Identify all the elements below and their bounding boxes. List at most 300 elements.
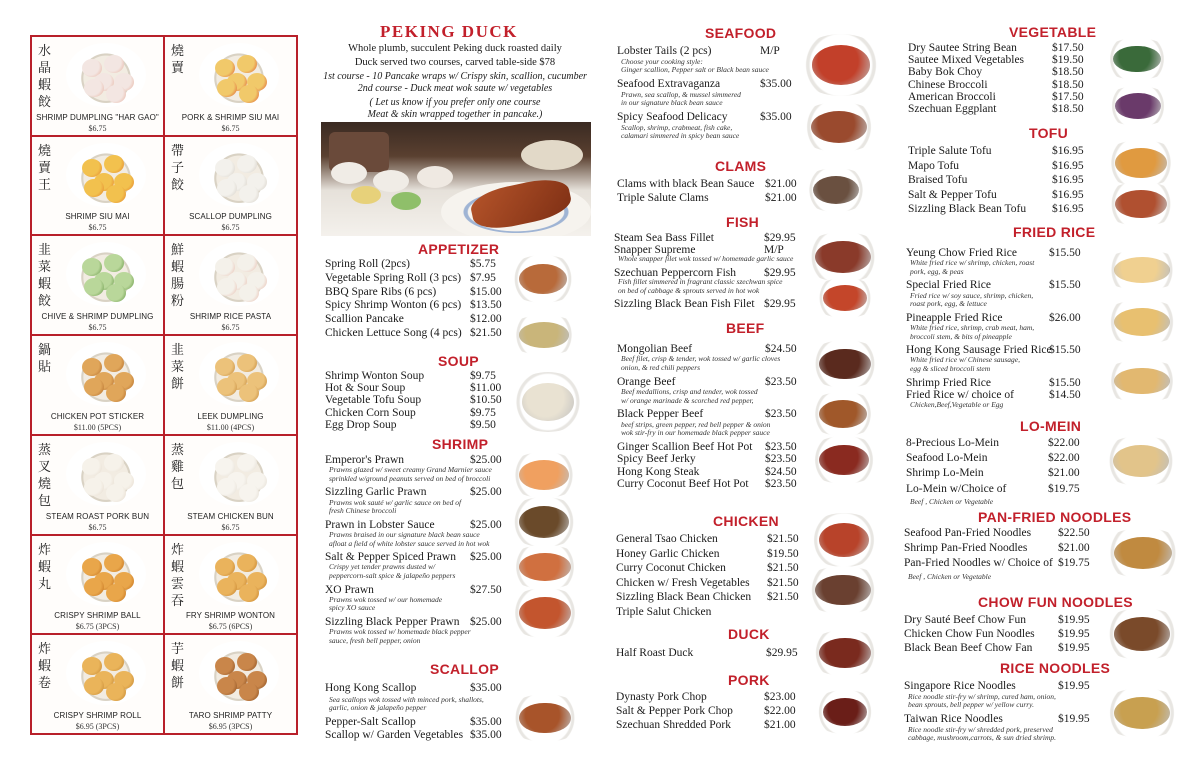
menu-item-price: $17.50 [1052, 42, 1084, 54]
menu-item-name: Chicken Corn Soup [325, 406, 416, 419]
menu-item-name: Sizzling Garlic Prawn [325, 486, 427, 499]
menu-item-price: $23.50 [765, 375, 797, 388]
menu-item-price: $29.95 [764, 266, 796, 279]
menu-item-description: wok stir-fry in our homemade black pepper sauce [621, 428, 770, 438]
menu-item-price: $16.95 [1052, 174, 1084, 187]
menu-item-name: Shrimp Pan-Fried Noodles [904, 542, 1028, 555]
menu-item-price: $35.00 [760, 111, 792, 123]
menu-item-price: $19.95 [1058, 628, 1090, 641]
dim-sum-price: $6.75 [88, 323, 107, 333]
menu-item-name: Triple Salute Tofu [908, 145, 992, 157]
menu-item-price: $16.95 [1052, 188, 1084, 201]
menu-item-description: Scallop, shrimp, crabmeat, fish cake, [621, 122, 733, 132]
dim-sum-photo [199, 43, 279, 107]
dim-sum-price: $6.75 [221, 522, 240, 532]
menu-item-description: bean sprouts, bell pepper w/ yellow curry. [908, 700, 1034, 710]
menu-item-price: $9.75 [470, 406, 496, 419]
menu-item-name: Szechuan Shredded Pork [616, 719, 731, 732]
menu-item-name: Lo-Mein w/Choice of [906, 482, 1007, 495]
menu-item-description: White fried rice, shrimp, crab meat, ham, [910, 323, 1035, 332]
menu-item-description: Beef medallions, crisp and tender, wok tossed [621, 387, 758, 396]
dish-photo [1100, 140, 1182, 186]
dish-photo [1098, 528, 1188, 578]
menu-item-name: Pan-Fried Noodles w/ Choice of [904, 557, 1053, 570]
dim-sum-name: TARO SHRIMP PATTY [188, 711, 273, 720]
dim-sum-price: $6.95 (3PCS) [208, 722, 253, 731]
menu-item-name: Sizzling Black Bean Tofu [908, 203, 1027, 216]
dim-sum-photo [66, 542, 146, 606]
dim-sum-chinese-name: 鮮蝦腸粉 [171, 243, 185, 310]
dim-sum-price: $6.75 [88, 223, 107, 233]
dim-sum-item [165, 536, 296, 634]
menu-item-description: Beef , Chicken or Vegetable [910, 496, 994, 506]
menu-item-name: Taiwan Rice Noodles [904, 713, 1003, 725]
dim-sum-item [165, 37, 296, 135]
menu-item-name: Fried Rice w/ choice of [906, 388, 1014, 401]
menu-item-price: $29.95 [766, 647, 798, 659]
menu-item-price: $25.00 [470, 518, 502, 531]
dim-sum-chinese-name: 帶子餃 [171, 143, 185, 193]
menu-item-name: Egg Drop Soup [325, 418, 397, 431]
menu-item-price: $19.95 [1058, 642, 1090, 655]
dish-photo [505, 452, 583, 498]
dim-sum-photo [66, 43, 146, 107]
dim-sum-item [165, 137, 296, 235]
section-title-chicken: CHICKEN [713, 513, 779, 529]
dim-sum-photo [199, 242, 279, 306]
menu-item-price: $15.50 [1049, 279, 1081, 292]
menu-item-price: $16.95 [1052, 203, 1084, 216]
menu-item-price: $22.50 [1058, 527, 1090, 539]
menu-item-description: afloat a field of white lobster sauce served in hot wok [329, 538, 490, 548]
menu-item-description: Rice noodle stir-fry w/ shredded pork, preserved [908, 724, 1053, 734]
dim-sum-price: $11.00 (5PCS) [73, 422, 122, 432]
menu-item-price: $18.50 [1052, 103, 1084, 115]
section-title-rice-noodles: RICE NOODLES [1000, 660, 1111, 676]
dim-sum-photo [66, 442, 146, 506]
dim-sum-photo [66, 641, 146, 705]
menu-item-price: $17.50 [1052, 90, 1084, 103]
menu-item-name: Hot & Sour Soup [325, 382, 406, 395]
menu-item-name: XO Prawn [325, 583, 374, 596]
dim-sum-price: $6.75 [88, 123, 107, 133]
dim-sum-photo [199, 641, 279, 705]
menu-item-name: Hong Kong Sausage Fried Rice [906, 344, 1052, 357]
section-title-seafood: SEAFOOD [705, 25, 777, 41]
dish-photo [505, 315, 583, 355]
menu-item-price: $25.00 [470, 486, 502, 499]
dish-photo [810, 690, 880, 734]
menu-item-name: Curry Coconut Beef Hot Pot [617, 478, 749, 490]
menu-item-name: Sizzling Black Pepper Prawn [325, 616, 460, 628]
menu-item-price: M/P [764, 243, 784, 256]
peking-line: 2nd course - Duck meat wok saute w/ vegetables [357, 83, 553, 94]
menu-item-description: Fried rice w/ soy sauce, shrimp, chicken, [910, 290, 1034, 300]
dim-sum-name: CRISPY SHRIMP BALL [54, 611, 141, 621]
menu-item-name: Dynasty Pork Chop [616, 691, 707, 703]
section-title-clams: CLAMS [715, 158, 767, 174]
menu-item-description: cabbage, mushroom,carrots, & sun dried shrimp. [908, 733, 1056, 743]
dim-sum-chinese-name: 韭菜蝦餃 [38, 243, 52, 310]
menu-item-name: Mapo Tofu [908, 159, 960, 172]
dim-sum-item [32, 635, 163, 733]
menu-item-price: $29.95 [764, 232, 796, 244]
dish-photo [1098, 436, 1184, 486]
menu-item-name: Salt & Pepper Spiced Prawn [325, 551, 456, 564]
dish-photo [1100, 182, 1182, 226]
menu-item-description: Beef filet, crisp & tender, wok tossed w/ garlic cloves [621, 354, 781, 364]
dim-sum-item [165, 436, 296, 534]
peking-line: ( Let us know if you prefer only one course [369, 97, 541, 108]
dish-photo [1098, 250, 1186, 290]
section-title-pan-fried: PAN-FRIED NOODLES [978, 509, 1132, 525]
menu-item-description: Prawns wok tossed w/ our homemade [329, 594, 443, 604]
menu-item-name: Dry Sauté Beef Chow Fun [904, 614, 1027, 626]
peking-duck-photo [321, 122, 591, 236]
menu-item-description: peppercorn-salt spice & jalapeño peppers [329, 571, 456, 580]
dish-photo [1100, 38, 1174, 80]
menu-item-name: Hong Kong Steak [617, 465, 700, 478]
menu-item-name: Yeung Chow Fried Rice [906, 247, 1017, 259]
dim-sum-chinese-name: 韭菜餅 [171, 343, 185, 393]
menu-item-price: $22.00 [1048, 452, 1080, 465]
menu-item-description: fresh Chinese broccoli [329, 506, 397, 516]
menu-item-price: $7.95 [470, 271, 496, 284]
dim-sum-chinese-name: 水晶蝦餃 [38, 44, 52, 110]
menu-item-price: $23.50 [765, 453, 797, 466]
menu-item-price: $15.00 [470, 285, 502, 298]
section-title-chow-fun: CHOW FUN NOODLES [978, 594, 1133, 610]
menu-item-description: on bed of cabbage & sprouts served in hot wok [618, 285, 760, 295]
menu-item-price: $21.50 [767, 591, 799, 604]
menu-item-price: $22.00 [1048, 437, 1080, 449]
menu-item-price: $15.50 [1049, 247, 1081, 259]
dish-photo [1098, 688, 1186, 738]
dim-sum-name: SHRIMP DUMPLING "HAR GAO" [36, 112, 159, 122]
dish-photo [805, 513, 883, 567]
menu-item-price: $10.50 [470, 394, 502, 407]
section-title-scallop: SCALLOP [430, 661, 499, 677]
dim-sum-name: PORK & SHRIMP SIU MAI [181, 112, 280, 122]
dim-sum-chinese-name: 蒸雞包 [171, 442, 185, 492]
menu-item-price: $29.95 [764, 298, 796, 311]
dim-sum-photo [199, 342, 279, 406]
menu-item-name: Seafood Lo-Mein [906, 452, 988, 465]
menu-item-price: $25.00 [470, 454, 502, 466]
dim-sum-chinese-name: 燒賣王 [38, 143, 52, 193]
menu-item-description: sprinkled w/ground peanuts served on bed of broccoli [329, 473, 491, 483]
menu-item-name: Mongolian Beef [617, 343, 693, 355]
dim-sum-item [32, 536, 163, 634]
menu-item-price: $25.00 [470, 551, 502, 564]
menu-item-price: $16.95 [1052, 145, 1084, 157]
menu-item-name: Sizzling Black Bean Fish Filet [614, 298, 755, 311]
menu-item-price: $21.50 [767, 533, 799, 545]
menu-item-name: Snapper Supreme [614, 243, 696, 256]
menu-item-description: sauce, fresh bell pepper, onion [329, 635, 421, 645]
menu-item-name: Half Roast Duck [616, 647, 694, 659]
dim-sum-chinese-name: 炸蝦卷 [38, 642, 52, 692]
menu-item-price: $35.00 [470, 729, 502, 742]
dim-sum-price: $6.75 [221, 323, 240, 333]
menu-item-price: $21.00 [1048, 467, 1080, 480]
menu-item-price: $19.95 [1058, 680, 1090, 692]
menu-item-name: Dry Sautee String Bean [908, 42, 1017, 54]
menu-item-name: Chinese Broccoli [908, 78, 988, 91]
menu-item-price: $35.00 [470, 715, 502, 728]
menu-item-name: Spicy Shrimp Wonton (6 pcs) [325, 299, 462, 312]
menu-item-price: $21.50 [767, 562, 799, 575]
menu-item-description: egg & sliced broccoli stem [910, 364, 991, 373]
menu-item-description: White fried rice w/ Chinese sausage, [910, 355, 1020, 365]
menu-item-name: American Broccoli [908, 90, 996, 103]
dim-sum-price: $6.75 [221, 223, 240, 233]
dim-sum-chinese-name: 鍋貼 [38, 343, 52, 376]
menu-item-price: $18.50 [1052, 78, 1084, 91]
menu-item-name: Honey Garlic Chicken [616, 547, 720, 560]
menu-item-name: Clams with black Bean Sauce [617, 178, 755, 190]
dish-photo [800, 232, 886, 282]
menu-item-name: Singapore Rice Noodles [904, 680, 1016, 692]
section-title-fish: FISH [726, 214, 760, 230]
menu-item-name: Chicken Chow Fun Noodles [904, 628, 1035, 641]
menu-item-price: $21.00 [1058, 542, 1090, 555]
peking-line: Duck served two courses, carved table-side $78 [354, 57, 556, 68]
dim-sum-name: SCALLOP DUMPLING [189, 212, 272, 222]
dish-photo [1102, 86, 1174, 126]
menu-item-price: $21.50 [470, 327, 502, 339]
menu-item-name: Szechuan Peppercorn Fish [614, 266, 736, 279]
dish-photo [505, 255, 581, 303]
menu-item-description: Ginger scallion, Pepper salt or Black bean sauce [621, 65, 769, 75]
dish-photo [505, 694, 585, 742]
peking-line: Meat & skin wrapped together in pancake.) [367, 109, 543, 120]
section-title-soup: SOUP [438, 353, 479, 369]
menu-item-description: pork, egg, & peas [910, 266, 964, 276]
dim-sum-item [32, 137, 163, 235]
dim-sum-photo [66, 143, 146, 207]
dim-sum-price: $6.75 [221, 123, 240, 133]
menu-item-price: $21.50 [767, 576, 799, 589]
menu-item-description: Prawns wok tossed w/ homemade black pepper [329, 627, 471, 637]
menu-item-name: Seafood Extravaganza [617, 78, 721, 90]
menu-item-price: $23.00 [764, 691, 796, 703]
menu-item-name: BBQ Spare Ribs (6 pcs) [325, 285, 437, 298]
menu-item-price: $11.00 [470, 382, 502, 395]
menu-item-description: in our signature black bean sauce [621, 98, 723, 108]
menu-item-name: Scallion Pancake [325, 313, 404, 326]
menu-item-name: Curry Coconut Chicken [616, 562, 726, 575]
menu-item-name: Orange Beef [617, 375, 676, 388]
dim-sum-item [165, 236, 296, 334]
menu-item-name: Vegetable Spring Roll (3 pcs) [325, 271, 462, 284]
menu-item-description: Rice noodle stir-fry w/ shrimp, cured ham, onion, [908, 691, 1056, 701]
menu-item-price: $9.50 [470, 418, 496, 431]
menu-item-name: General Tsao Chicken [616, 533, 718, 545]
dish-photo [800, 168, 872, 212]
menu-item-price: $23.50 [765, 408, 797, 421]
dim-sum-name: STEAM ROAST PORK BUN [45, 511, 150, 521]
menu-item-name: Braised Tofu [908, 174, 968, 187]
dim-sum-item [32, 37, 163, 135]
menu-item-description: garlic, onion & jalapeño pepper [329, 703, 427, 713]
menu-item-price: $26.00 [1049, 311, 1081, 324]
menu-item-description: w/ orange marinade & scorched red pepper, [621, 395, 754, 405]
section-title-fried-rice: FRIED RICE [1013, 224, 1096, 240]
menu-item-name: Steam Sea Bass Fillet [614, 232, 714, 244]
dim-sum-photo [199, 542, 279, 606]
menu-item-description: spicy XO sauce [329, 603, 376, 613]
menu-item-price: $19.95 [1058, 713, 1090, 725]
menu-item-name: Spicy Beef Jerky [617, 453, 696, 466]
section-title-tofu: TOFU [1029, 125, 1069, 141]
menu-item-name: Vegetable Tofu Soup [325, 394, 422, 407]
dim-sum-chinese-name: 燒賣 [171, 44, 185, 76]
menu-item-price: $21.00 [765, 192, 797, 204]
menu-item-name: Triple Salute Clams [617, 192, 709, 204]
dish-photo [1098, 360, 1186, 402]
menu-item-description: White fried rice w/ shrimp, chicken, roast [910, 258, 1035, 268]
menu-item-description: Sea scallops wok tossed with minced pork, shallots, [329, 694, 484, 704]
section-title-beef: BEEF [726, 320, 765, 336]
dish-photo [805, 436, 883, 484]
dish-photo [508, 372, 588, 432]
menu-item-name: Seafood Pan-Fried Noodles [904, 527, 1032, 539]
menu-item-name: Szechuan Eggplant [908, 103, 997, 115]
dish-photo [795, 102, 883, 152]
menu-item-description: onion, & red chili peppers [621, 363, 701, 372]
dim-sum-photo [66, 242, 146, 306]
menu-item-price: $18.50 [1052, 66, 1084, 79]
menu-item-name: Hong Kong Scallop [325, 682, 417, 694]
menu-item-price: $24.50 [765, 343, 797, 355]
menu-item-price: $14.50 [1049, 388, 1081, 401]
menu-item-description: Prawns glazed w/ sweet creamy Grand Marnier sauce [329, 465, 492, 475]
dim-sum-price: $6.75 (6PCS) [208, 622, 253, 632]
menu-item-description: calamari simmered in spicy bean sauce [621, 131, 740, 141]
section-title-lo-mein: LO-MEIN [1020, 418, 1082, 434]
menu-item-price: $19.75 [1058, 557, 1090, 570]
menu-item-price: $22.00 [764, 705, 796, 718]
menu-item-price: $15.50 [1049, 344, 1081, 357]
dish-photo [805, 630, 885, 676]
menu-item-name: Shrimp Fried Rice [906, 376, 991, 389]
menu-item-name: Pepper-Salt Scallop [325, 715, 416, 728]
menu-item-description: broccoli stem, & bits of pineapple [910, 331, 1012, 341]
dim-sum-item [165, 635, 296, 733]
menu-item-name: Black Pepper Beef [617, 408, 704, 421]
dim-sum-chinese-name: 蒸叉燒包 [38, 442, 52, 509]
menu-item-price: $21.00 [764, 719, 796, 732]
dim-sum-chinese-name: 炸蝦雲吞 [171, 542, 185, 609]
dim-sum-item [32, 236, 163, 334]
dim-sum-photo [66, 342, 146, 406]
menu-item-name: Chicken w/ Fresh Vegetables [616, 576, 750, 589]
dim-sum-chinese-name: 芋蝦餅 [171, 642, 185, 692]
menu-item-price: $24.50 [765, 465, 797, 478]
menu-item-name: Emperor's Prawn [325, 454, 405, 466]
menu-item-name: Baby Bok Choy [908, 66, 983, 79]
menu-item-name: Pineapple Fried Rice [906, 311, 1003, 324]
dish-photo [795, 34, 887, 96]
menu-item-price: $19.50 [1052, 54, 1084, 67]
menu-item-description: Prawns braised in our signature black bean sauce [329, 530, 480, 539]
menu-item-price: $5.75 [470, 258, 496, 270]
dim-sum-price: $6.75 [88, 522, 107, 532]
menu-item-name: Prawn in Lobster Sauce [325, 518, 435, 531]
dim-sum-grid [30, 35, 298, 735]
dim-sum-item [32, 336, 163, 434]
dim-sum-name: SHRIMP RICE PASTA [189, 312, 272, 322]
dim-sum-name: LEEK DUMPLING [197, 411, 264, 421]
dim-sum-name: FRY SHRIMP WONTON [185, 611, 276, 621]
menu-item-price: $27.50 [470, 583, 502, 596]
dim-sum-name: CHIVE & SHRIMP DUMPLING [41, 312, 154, 322]
section-title-shrimp: SHRIMP [432, 436, 489, 452]
menu-item-price: $12.00 [470, 313, 502, 326]
dim-sum-item [32, 436, 163, 534]
menu-item-price: $19.95 [1058, 614, 1090, 626]
menu-item-price: $19.75 [1048, 482, 1080, 495]
menu-item-price: $19.50 [767, 547, 799, 560]
menu-item-description: Fish fillet simmered in fragrant classic szechwan spice [618, 277, 783, 287]
section-title-pork: PORK [728, 672, 770, 688]
menu-item-price: $35.00 [760, 78, 792, 90]
dish-photo [805, 392, 881, 436]
dim-sum-name: SHRIMP SIU MAI [65, 212, 130, 222]
menu-item-name: Scallop w/ Garden Vegetables [325, 729, 464, 742]
menu-item-price: $35.00 [470, 682, 502, 694]
dish-photo [1098, 300, 1186, 344]
peking-line: 1st course - 10 Pancake wraps w/ Crispy skin, scallion, cucumber [323, 71, 587, 82]
peking-duck-title: PEKING DUCK [380, 22, 518, 41]
menu-item-name: Spring Roll (2pcs) [325, 258, 410, 270]
menu-item-name: Lobster Tails (2 pcs) [617, 45, 712, 57]
dim-sum-item [165, 336, 296, 434]
section-title-vegetable: VEGETABLE [1009, 24, 1097, 40]
menu-item-name: Spicy Seafood Delicacy [617, 111, 728, 123]
menu-item-name: Special Fried Rice [906, 279, 991, 292]
peking-line: Whole plumb, succulent Peking duck roasted daily [348, 43, 562, 54]
menu-item-description: Beef , Chicken or Vegetable [908, 571, 992, 581]
menu-item-name: 8-Precious Lo-Mein [906, 437, 999, 449]
menu-item-name: Shrimp Lo-Mein [906, 467, 984, 480]
dim-sum-name: STEAM CHICKEN BUN [187, 511, 274, 521]
menu-item-description: Crispy yet tender prawns dusted w/ [329, 562, 436, 572]
menu-item-description: Prawns wok sauté w/ garlic sauce on bed of [329, 497, 462, 507]
menu-item-description: Prawn, sea scallop, & mussel simmered [621, 89, 741, 99]
menu-item-name: Chicken Lettuce Song (4 pcs) [325, 327, 462, 339]
dish-photo [800, 566, 886, 614]
menu-item-description: Whole snapper filet wok tossed w/ homemade garlic sauce [618, 254, 794, 263]
menu-item-price: $9.75 [470, 370, 496, 382]
dim-sum-price: $11.00 (4PCS) [206, 422, 255, 432]
menu-item-price: $23.50 [765, 478, 797, 490]
menu-item-price: $13.50 [470, 299, 502, 312]
menu-item-price: $16.95 [1052, 159, 1084, 172]
dim-sum-photo [199, 143, 279, 207]
menu-item-price: $15.50 [1049, 376, 1081, 389]
menu-item-name: Sautee Mixed Vegetables [908, 54, 1025, 67]
menu-item-name: Triple Salut Chicken [616, 606, 712, 618]
dish-photo [1098, 608, 1186, 660]
menu-item-name: Black Bean Beef Chow Fan [904, 642, 1033, 655]
dim-sum-price: $6.95 (3PCS) [75, 722, 120, 731]
dish-photo [805, 340, 885, 388]
dish-photo [505, 588, 585, 638]
dish-photo [505, 545, 585, 589]
menu-item-name: Ginger Scallion Beef Hot Pot [617, 440, 753, 453]
